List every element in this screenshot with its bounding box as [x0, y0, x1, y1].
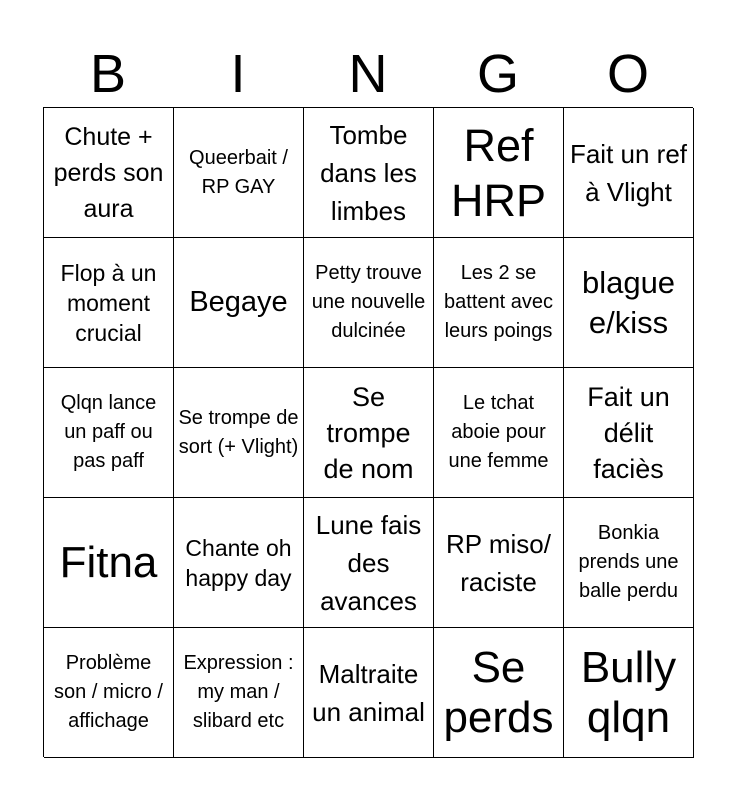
cell-text: Chute + perds son aura — [53, 122, 164, 223]
bingo-cell[interactable] — [564, 108, 694, 238]
bingo-cell[interactable] — [174, 498, 304, 628]
cell-text: Tombe dans les limbes — [320, 119, 417, 226]
cell-text: Problème son / micro / affichage — [54, 652, 163, 732]
cell-text: Fait un ref à Vlight — [569, 138, 688, 207]
cell-text: Se perds — [443, 642, 554, 742]
bingo-cell[interactable] — [174, 628, 304, 758]
bingo-cell[interactable] — [304, 498, 434, 628]
header-letter-n: N — [348, 44, 388, 104]
cell-text: Bully qlqn — [580, 642, 677, 742]
bingo-cell[interactable] — [174, 238, 304, 368]
bingo-cell[interactable] — [564, 498, 694, 628]
cell-text: Queerbait / RP GAY — [189, 146, 288, 198]
bingo-cell[interactable] — [304, 368, 434, 498]
cell-text: Fitna — [59, 537, 158, 587]
bingo-cell[interactable] — [304, 238, 434, 368]
bingo-cell[interactable] — [44, 498, 174, 628]
bingo-cell[interactable] — [564, 628, 694, 758]
bingo-cell[interactable] — [44, 628, 174, 758]
bingo-cell[interactable] — [564, 368, 694, 498]
bingo-cell[interactable] — [44, 108, 174, 238]
cell-text: Lune fais des avances — [315, 509, 422, 616]
cell-text: Fait un délit faciès — [587, 381, 670, 484]
cell-text: Maltraite un animal — [312, 658, 425, 727]
bingo-cell[interactable] — [304, 108, 434, 238]
cell-text: Ref HRP — [450, 119, 546, 226]
cell-text: Se trompe de nom — [323, 381, 414, 484]
bingo-cell[interactable] — [434, 498, 564, 628]
cell-text: Begaye — [189, 286, 288, 318]
bingo-cell[interactable] — [44, 368, 174, 498]
header-letter-g: G — [476, 44, 519, 104]
header-letter-o: O — [606, 44, 649, 104]
bingo-cell[interactable] — [564, 238, 694, 368]
cell-text: Petty trouve une nouvelle dulcinée — [311, 262, 426, 342]
cell-text: RP miso/ raciste — [446, 528, 551, 597]
bingo-cell[interactable] — [434, 368, 564, 498]
bingo-cell[interactable] — [174, 368, 304, 498]
cell-text: Se trompe de sort (+ Vlight) — [178, 406, 299, 458]
cell-text: Flop à un moment crucial — [60, 259, 157, 346]
bingo-grid — [43, 107, 693, 757]
header-letter-b: B — [89, 44, 127, 104]
bingo-cell[interactable] — [174, 108, 304, 238]
bingo-cell[interactable] — [44, 238, 174, 368]
cell-text: blague e/kiss — [581, 264, 676, 340]
bingo-cell[interactable] — [304, 628, 434, 758]
bingo-cell[interactable] — [434, 238, 564, 368]
cell-text: Expression : my man / slibard etc — [183, 652, 294, 732]
bingo-header — [43, 44, 693, 104]
header-letter-i: I — [230, 44, 246, 104]
cell-text: Le tchat aboie pour une femme — [448, 392, 549, 472]
cell-text: Les 2 se battent avec leurs poings — [444, 262, 553, 342]
bingo-cell[interactable] — [434, 628, 564, 758]
bingo-cell[interactable] — [434, 108, 564, 238]
cell-text: Chante oh happy day — [185, 534, 292, 591]
cell-text: Qlqn lance un paff ou pas paff — [60, 392, 157, 472]
cell-text: Bonkia prends une balle perdu — [578, 522, 679, 602]
